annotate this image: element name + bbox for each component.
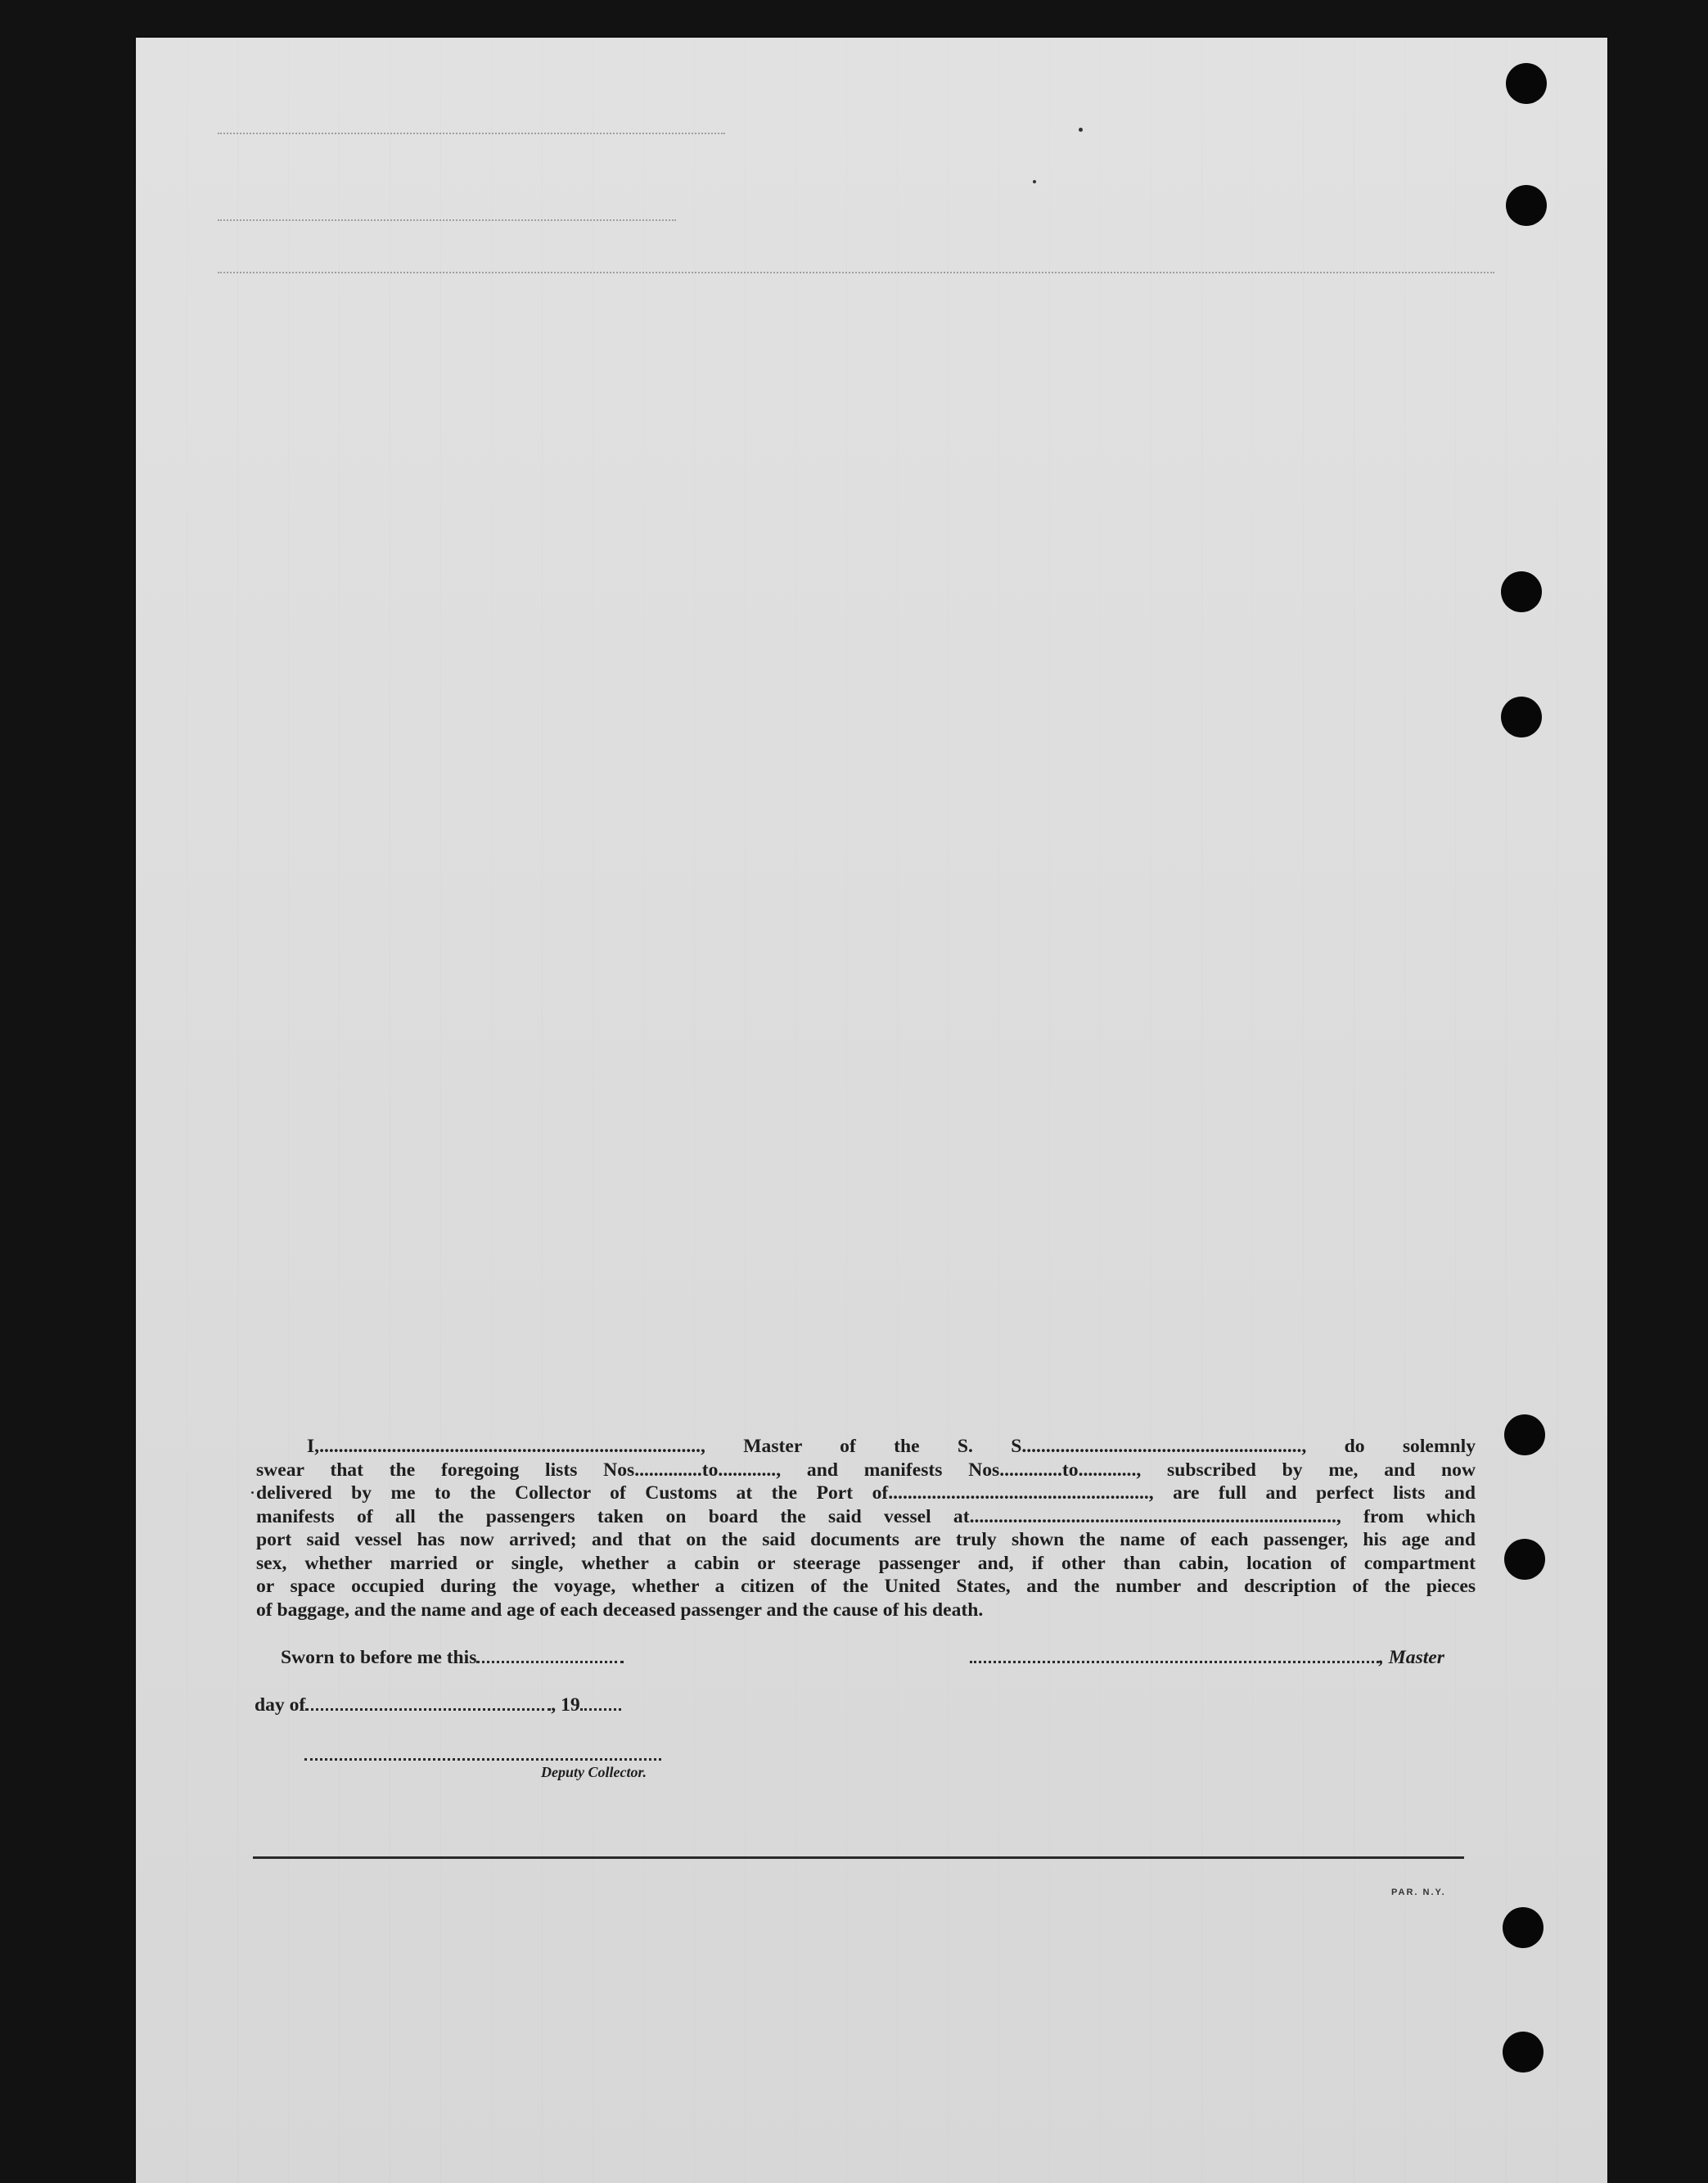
oath-line: manifests of all the passengers taken on board the said vessel at............................................................................, from which [256,1505,1476,1527]
punch-hole-2 [1506,185,1547,226]
punch-hole-6 [1504,1539,1545,1580]
punch-hole-3 [1501,571,1542,612]
oath-line: I,..............................................................................., Master of the S. S.........................................................., do solemnly [307,1436,1476,1457]
faint-rule-3 [218,272,1494,273]
oath-line: of baggage, and the name and age of each deceased passenger and the cause of his death. [256,1599,984,1621]
oath-line: delivered by me to the Collector of Customs at the Port of......................................................, are full and perfect lists and [256,1482,1476,1504]
day-of-blank [305,1694,551,1711]
punch-hole-5 [1504,1414,1545,1455]
punch-hole-8 [1503,2032,1544,2072]
punch-hole-4 [1501,697,1542,737]
sworn-line [281,1646,624,1669]
oath-paragraph [256,1435,1476,1621]
bottom-rule [253,1856,1464,1859]
master-signature-line [970,1646,1444,1669]
punch-hole-7 [1503,1907,1544,1948]
deputy-label: Deputy Collector. [541,1764,647,1780]
oath-line: swear that the foregoing lists Nos..............to............, and manifests Nos.............to............, subscribed by me, and now [256,1459,1476,1481]
document-page [136,38,1607,2183]
speck [1079,128,1083,132]
speck [251,1491,254,1494]
day-of-line [255,1694,621,1716]
year-blank [580,1694,621,1711]
master-label: , Master [1379,1647,1444,1668]
oath-line: sex, whether married or single, whether a cabin or steerage passenger and, if other than cabin, location of compartment [256,1552,1476,1574]
oath-line: or space occupied during the voyage, whether a citizen of the United States, and the number and description of the pieces [256,1576,1476,1597]
sworn-date-blank [476,1646,624,1663]
printer-mark: PAR. N.Y. [1391,1888,1446,1897]
sworn-label: Sworn to before me this [281,1647,477,1668]
master-signature-blank [970,1646,1379,1663]
punch-hole-1 [1506,63,1547,104]
deputy-signature-blank [304,1743,661,1761]
faint-rule-2 [218,219,676,221]
faint-rule-1 [218,133,725,134]
deputy-collector-block [304,1743,661,1781]
speck [1033,180,1036,183]
day-of-label: day of [255,1694,306,1716]
oath-line: port said vessel has now arrived; and that on the said documents are truly shown the name of each passenger, his age and [256,1529,1476,1550]
year-prefix: , 19 [551,1694,580,1716]
